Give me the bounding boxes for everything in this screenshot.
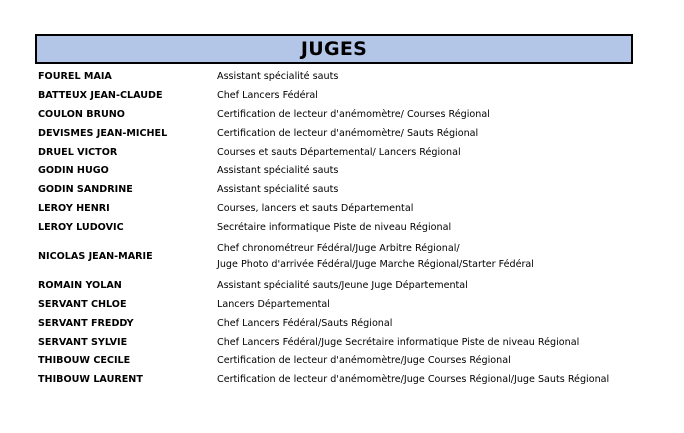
judge-roles: [217, 352, 511, 371]
judge-name: LEROY LUDOVIC: [38, 222, 124, 234]
judge-row: [0, 315, 684, 334]
judge-role-line: Certification de lecteur d'anémomètre/Juge Courses Régional/Juge Sauts Régional: [217, 374, 610, 386]
title-banner: [35, 34, 633, 64]
judge-name: SERVANT FREDDY: [38, 317, 134, 329]
judge-role-line: Lancers Départemental: [217, 298, 330, 310]
judge-role-line: Chef Lancers Fédéral/Sauts Régional: [217, 317, 393, 329]
judge-role-line: Juge Photo d'arrivée Fédéral/Juge Marche Régional/Starter Fédéral: [217, 258, 534, 270]
judge-roles: [217, 277, 468, 296]
judge-row: [0, 238, 684, 277]
judge-role-line: Assistant spécialité sauts: [217, 71, 339, 82]
judge-name: GODIN HUGO: [38, 165, 109, 177]
judge-name: LEROY HENRI: [38, 203, 110, 215]
judge-roles: [217, 241, 534, 272]
judge-role-line: Assistant spécialité sauts: [217, 184, 339, 196]
judge-name: DRUEL VICTOR: [38, 146, 118, 158]
judge-role-line: Courses et sauts Départemental/ Lancers Régional: [217, 146, 461, 158]
judge-row: [0, 334, 684, 353]
judge-roles: [217, 371, 609, 390]
page-title: JUGES: [300, 38, 368, 60]
judge-role-line: Chef chronométreur Fédéral/Juge Arbitre Régional/: [217, 243, 460, 255]
judge-row: [0, 371, 684, 390]
judge-name: BATTEUX JEAN-CLAUDE: [38, 89, 163, 101]
judge-row: [0, 352, 684, 371]
judge-row: [0, 125, 684, 144]
judge-role-line: Courses, lancers et sauts Départemental: [217, 203, 414, 215]
judge-roles: [217, 219, 451, 238]
judge-row: [0, 87, 684, 106]
judge-name: DEVISMES JEAN-MICHEL: [38, 127, 168, 139]
judge-roles: [217, 162, 338, 181]
judge-name: SERVANT CHLOE: [38, 298, 127, 310]
judge-roles: [217, 87, 318, 106]
judge-roles: [217, 125, 478, 144]
judge-roles: [217, 200, 413, 219]
judge-role-line: Certification de lecteur d'anémomètre/ Courses Régional: [217, 108, 490, 120]
judge-row: [0, 200, 684, 219]
judge-role-line: Certification de lecteur d'anémomètre/ Sauts Régional: [217, 127, 479, 139]
judge-roles: [217, 181, 338, 200]
judge-roles: [217, 144, 461, 163]
judge-name: NICOLAS JEAN-MARIE: [38, 251, 153, 263]
judge-roles: [217, 315, 392, 334]
judge-roles: [217, 68, 338, 87]
judge-role-line: Secrétaire informatique Piste de niveau Régional: [217, 222, 452, 234]
judge-row: [0, 219, 684, 238]
judge-role-line: Assistant spécialité sauts/Jeune Juge Départemental: [217, 279, 468, 291]
judge-name: FOUREL MAIA: [38, 71, 112, 82]
judge-name: COULON BRUNO: [38, 108, 125, 120]
judge-row: [0, 144, 684, 163]
judge-roles: [217, 106, 490, 125]
judge-row: [0, 106, 684, 125]
judge-row: [0, 296, 684, 315]
judge-row: [0, 277, 684, 296]
judge-role-line: Certification de lecteur d'anémomètre/Juge Courses Régional: [217, 355, 511, 367]
judges-list: [0, 68, 684, 390]
judge-row: [0, 162, 684, 181]
judge-row: [0, 181, 684, 200]
judge-name: ROMAIN YOLAN: [38, 279, 122, 291]
judge-name: THIBOUW CECILE: [38, 355, 131, 367]
judge-name: THIBOUW LAURENT: [38, 374, 143, 386]
judge-roles: [217, 296, 330, 315]
judge-roles: [217, 334, 579, 353]
judge-role-line: Assistant spécialité sauts: [217, 165, 339, 177]
judge-name: GODIN SANDRINE: [38, 184, 133, 196]
judge-role-line: Chef Lancers Fédéral: [217, 89, 318, 101]
judge-row: [0, 68, 684, 87]
judge-role-line: Chef Lancers Fédéral/Juge Secrétaire informatique Piste de niveau Régional: [217, 336, 580, 348]
judge-name: SERVANT SYLVIE: [38, 336, 128, 348]
